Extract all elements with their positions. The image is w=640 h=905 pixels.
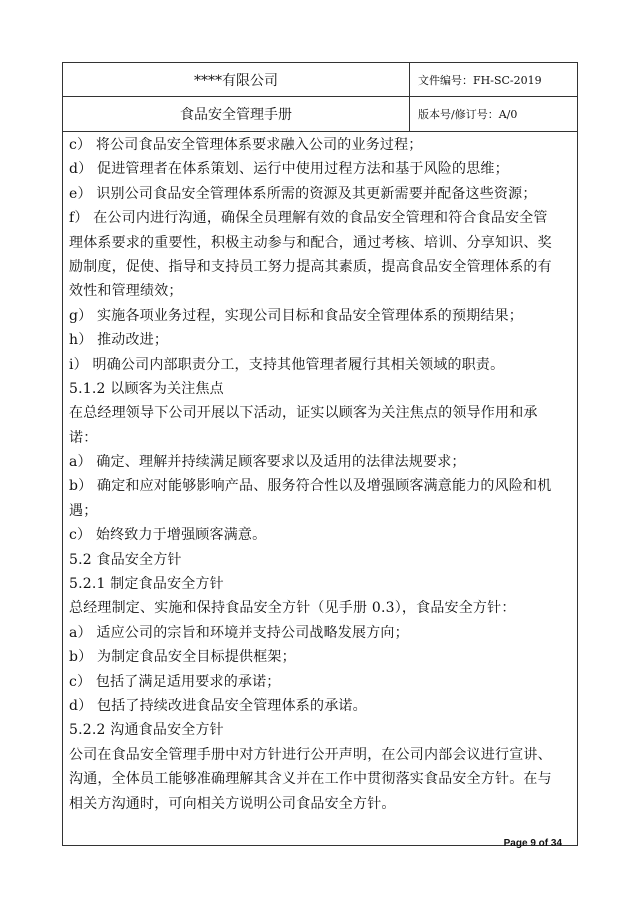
text-line: 在总经理领导下公司开展以下活动，证实以顾客为关注焦点的领导作用和承 xyxy=(69,405,538,422)
text-line: h） 推动改进； xyxy=(69,332,169,349)
text-line: a） 适应公司的宗旨和环境并支持公司战略发展方向； xyxy=(69,624,409,641)
doc-number: 文件编号：FH-SC-2019 xyxy=(418,73,542,87)
text-line: c） 始终致力于增强顾客满意。 xyxy=(69,527,267,544)
text-line: c） 包括了满足适用要求的承诺； xyxy=(69,673,281,690)
text-line: 理体系要求的重要性，积极主动参与和配合，通过考核、培训、分享知识、奖 xyxy=(69,234,552,251)
text-line: 沟通，全体员工能够准确理解其含义并在工作中贯彻落实食品安全方针。在与 xyxy=(69,771,552,788)
text-line: 诺： xyxy=(69,429,98,446)
text-line: g） 实施各项业务过程，实现公司目标和食品安全管理体系的预期结果； xyxy=(69,307,524,324)
text-line: 励制度，促使、指导和支持员工努力提高其素质，提高食品安全管理体系的有 xyxy=(69,258,552,275)
page-number: Page 9 of 34 xyxy=(503,838,562,849)
text-line: b） 为制定食品安全目标提供框架； xyxy=(69,649,296,666)
text-line: 5.2.2 沟通食品安全方针 xyxy=(69,722,224,739)
text-line: 效性和管理绩效； xyxy=(69,283,183,300)
text-line: 5.2 食品安全方针 xyxy=(69,551,182,568)
text-line: 5.1.2 以顾客为关注焦点 xyxy=(69,380,224,397)
manual-title: 食品安全管理手册 xyxy=(63,97,410,131)
document-body xyxy=(69,133,573,816)
text-line: e） 识别公司食品安全管理体系所需的资源及其更新需要并配备这些资源； xyxy=(69,185,537,202)
text-line: 公司在食品安全管理手册中对方针进行公开声明，在公司内部会议进行宣讲、 xyxy=(69,746,552,763)
text-line: a） 确定、理解并持续满足顾客要求以及适用的法律法规要求； xyxy=(69,454,466,471)
text-line: d） 促进管理者在体系策划、运行中使用过程方法和基于风险的思维； xyxy=(69,161,509,178)
text-line: b） 确定和应对能够影响产品、服务符合性以及增强顾客满意能力的风险和机 xyxy=(69,478,552,495)
text-line: i） 明确公司内部职责分工，支持其他管理者履行其相关领域的职责。 xyxy=(69,356,505,373)
header-row-2 xyxy=(63,97,577,132)
text-line: 总经理制定、实施和保持食品安全方针（见手册 0.3），食品安全方针： xyxy=(69,600,516,617)
document-frame xyxy=(62,62,578,846)
text-line: d） 包括了持续改进食品安全管理体系的承诺。 xyxy=(69,697,367,714)
version-number: 版本号/修订号：A/0 xyxy=(418,108,518,121)
header-row-1 xyxy=(63,63,577,97)
text-line: c） 将公司食品安全管理体系要求融入公司的业务过程； xyxy=(69,137,423,153)
company-name: ****有限公司 xyxy=(63,63,410,96)
text-line: 相关方沟通时，可向相关方说明公司食品安全方针。 xyxy=(69,795,396,812)
text-line: f） 在公司内进行沟通，确保全员理解有效的食品安全管理和符合食品安全管 xyxy=(69,210,548,227)
text-line: 5.2.1 制定食品安全方针 xyxy=(69,576,224,593)
text-line: 遇； xyxy=(69,502,98,519)
